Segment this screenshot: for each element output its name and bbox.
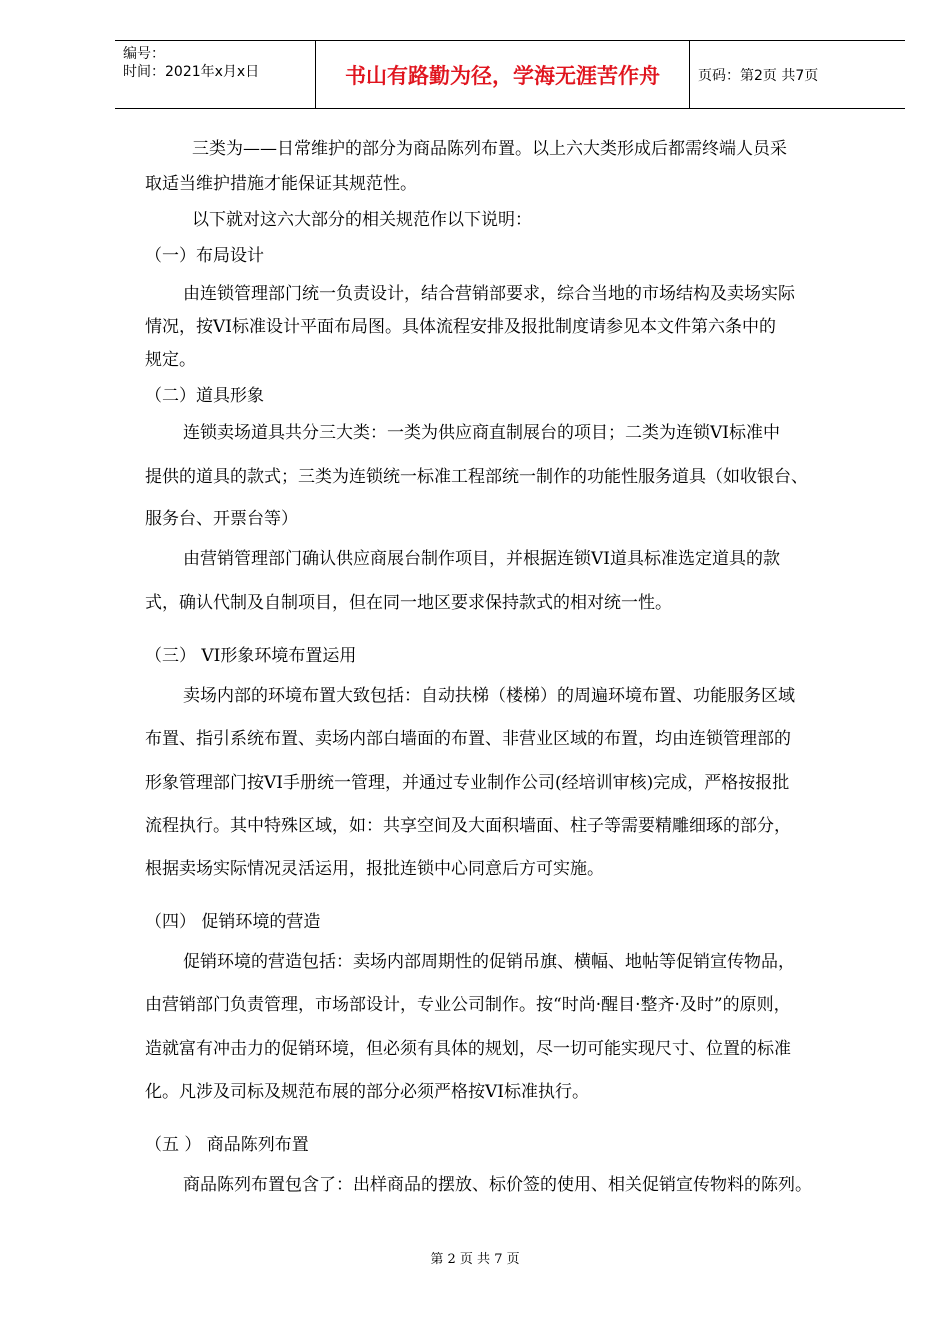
page-header: [115, 40, 905, 109]
header-motto: 书山有路勤为径，学海无涯苦作舟: [345, 63, 660, 88]
section-heading: （二）道具形象: [145, 386, 264, 406]
body-line: 促销环境的营造包括：卖场内部周期性的促销吊旗、横幅、地帖等促销宣传物品，: [183, 952, 795, 972]
body-line: 流程执行。其中特殊区域，如：共享空间及大面积墙面、柱子等需要精雕细琢的部分，: [145, 816, 791, 836]
body-line: 规定。: [145, 350, 196, 370]
document-time-label: 时间：2021年x月x日: [123, 64, 260, 80]
header-page-cell: [690, 41, 905, 108]
body-line: 布置、指引系统布置、卖场内部白墙面的布置、非营业区域的布置，均由连锁管理部的: [145, 729, 791, 749]
section-heading: （一）布局设计: [145, 246, 264, 266]
body-line: 由连锁管理部门统一负责设计，结合营销部要求，综合当地的市场结构及卖场实际: [183, 284, 795, 304]
header-meta-cell: [115, 41, 316, 108]
footer-page-number: 第 2 页 共 7 页: [430, 1252, 520, 1267]
body-line: 情况，按VI标准设计平面布局图。具体流程安排及报批制度请参见本文件第六条中的: [145, 317, 776, 337]
body-line: 连锁卖场道具共分三大类：一类为供应商直制展台的项目；二类为连锁VI标准中: [183, 423, 780, 443]
body-line: 根据卖场实际情况灵活运用，报批连锁中心同意后方可实施。: [145, 859, 604, 879]
header-page-number: 页码：第2页 共7页: [698, 67, 819, 84]
body-line: 化。凡涉及司标及规范布展的部分必须严格按VI标准执行。: [145, 1082, 589, 1102]
body-line: 形象管理部门按VI手册统一管理，并通过专业制作公司(经培训审核)完成，严格按报批: [145, 773, 790, 793]
body-line: 由营销管理部门确认供应商展台制作项目，并根据连锁VI道具标准选定道具的款: [183, 549, 780, 569]
section-heading: （三） VI形象环境布置运用: [145, 646, 357, 666]
section-heading: （四） 促销环境的营造: [145, 912, 321, 932]
section-heading: （五 ） 商品陈列布置: [145, 1135, 309, 1155]
body-line: 三类为——日常维护的部分为商品陈列布置。以上六大类形成后都需终端人员采: [192, 139, 787, 159]
body-line: 服务台、开票台等）: [145, 509, 298, 529]
body-line: 以下就对这六大部分的相关规范作以下说明：: [192, 210, 532, 230]
document-number-label: 编号：: [123, 46, 165, 62]
body-line: 造就富有冲击力的促销环境，但必须有具体的规划，尽一切可能实现尺寸、位置的标准: [145, 1039, 791, 1059]
body-line: 卖场内部的环境布置大致包括：自动扶梯（楼梯）的周遍环境布置、功能服务区域: [183, 686, 795, 706]
body-line: 提供的道具的款式；三类为连锁统一标准工程部统一制作的功能性服务道具（如收银台、: [145, 467, 808, 487]
header-motto-cell: [316, 41, 690, 108]
body-line: 取适当维护措施才能保证其规范性。: [145, 174, 417, 194]
body-line: 商品陈列布置包含了：出样商品的摆放、标价签的使用、相关促销宣传物料的陈列。: [183, 1175, 812, 1195]
body-line: 由营销部门负责管理，市场部设计，专业公司制作。按“时尚·醒目·整齐·及时”的原则，: [145, 995, 791, 1015]
page-footer: [0, 1248, 950, 1267]
body-line: 式，确认代制及自制项目，但在同一地区要求保持款式的相对统一性。: [145, 593, 672, 613]
